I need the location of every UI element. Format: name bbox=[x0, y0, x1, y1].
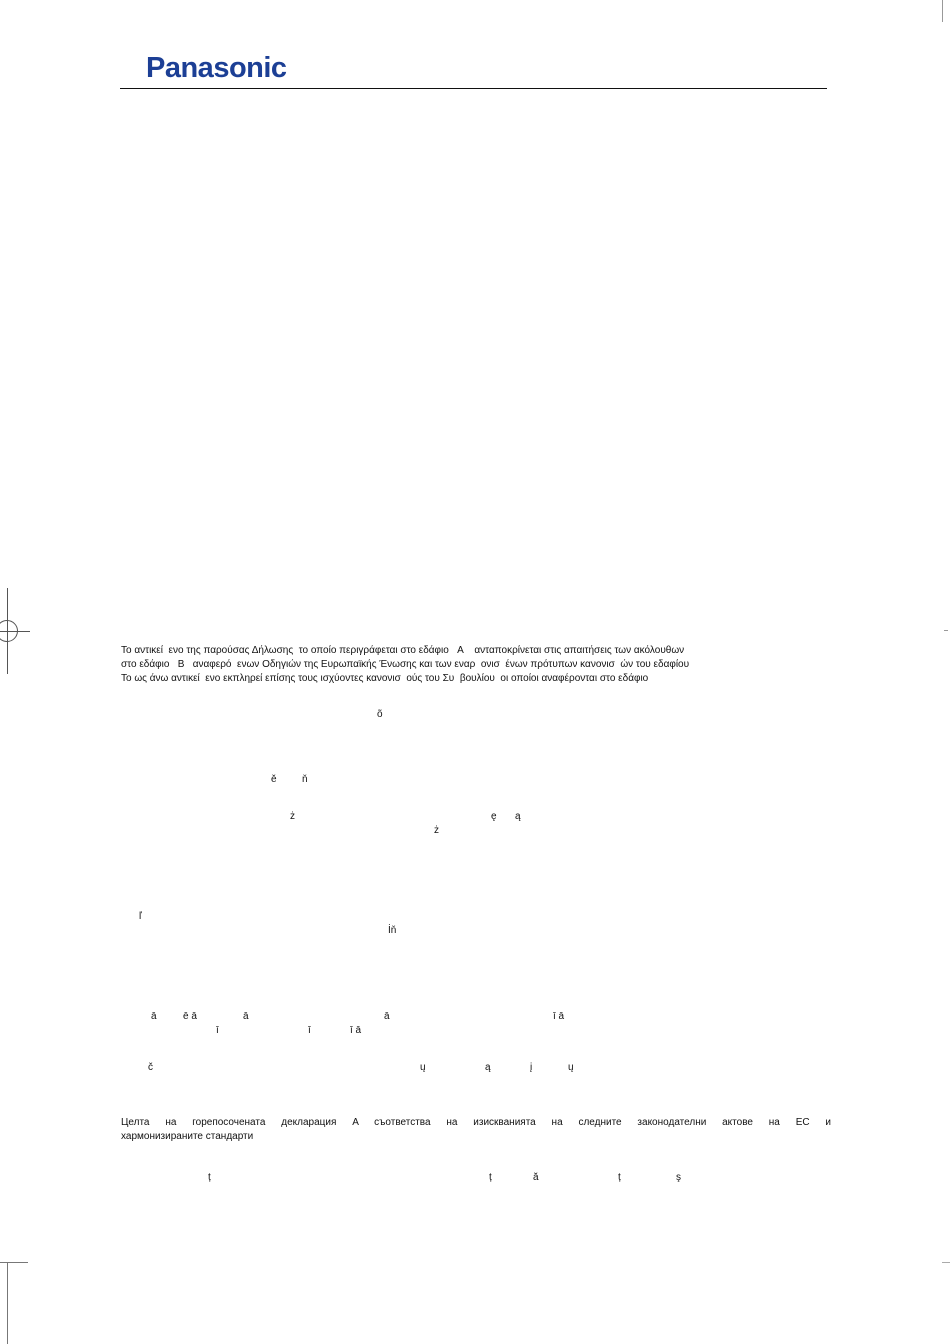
crop-mark-right-middle bbox=[944, 630, 948, 631]
text-fragment: ų bbox=[568, 1062, 574, 1073]
header-rule bbox=[120, 88, 827, 89]
text-fragment: ż bbox=[434, 825, 439, 836]
text-fragment: ā bbox=[151, 1011, 157, 1022]
text-fragment: ę bbox=[491, 811, 497, 822]
text-fragment: ă bbox=[533, 1172, 539, 1183]
crop-mark-bottom-right bbox=[942, 1262, 950, 1263]
text-fragment: ī ā bbox=[553, 1011, 565, 1022]
text-fragment: ā bbox=[384, 1011, 390, 1022]
text-fragment: ē ā bbox=[183, 1011, 197, 1022]
text-fragment: ľ bbox=[139, 911, 142, 922]
text-fragment: č bbox=[148, 1062, 153, 1073]
greek-line-2: στο εδάφιο B αναφερό ενων Οδηγιών της Ευρωπαϊκής Ένωσης και των εναρ ονισ ένων πρότυπων κανονισ ών του εδαφίου bbox=[121, 659, 690, 670]
text-fragment: õ bbox=[377, 709, 383, 720]
text-fragment: ş bbox=[676, 1172, 681, 1183]
text-fragment: ň bbox=[302, 774, 308, 785]
text-fragment: ą bbox=[515, 811, 521, 822]
text-fragment: ī bbox=[308, 1025, 311, 1036]
greek-line-1: Το αντικεί ενο της παρούσας Δήλωσης το οποίο περιγράφεται στο εδάφιο A ανταποκρίνεται στις απαιτήσεις των ακόλουθων bbox=[121, 645, 685, 656]
text-fragment: ț bbox=[208, 1172, 211, 1183]
text-fragment: ț bbox=[489, 1172, 492, 1183]
crop-mark-bottom-left-vertical bbox=[7, 1262, 8, 1344]
bulgarian-line-2: хармонизираните стандарти bbox=[121, 1131, 254, 1142]
text-fragment: ī bbox=[216, 1025, 219, 1036]
crop-mark-bottom-left-horizontal bbox=[0, 1262, 28, 1263]
text-fragment: ě bbox=[271, 774, 277, 785]
text-fragment: ț bbox=[618, 1172, 621, 1183]
text-fragment: İň bbox=[388, 925, 397, 936]
text-fragment: ų bbox=[420, 1062, 426, 1073]
text-fragment: ā bbox=[243, 1011, 249, 1022]
text-fragment: ż bbox=[290, 811, 295, 822]
crop-mark-top-right bbox=[942, 0, 943, 22]
registration-mark bbox=[0, 620, 18, 642]
text-fragment: ī ā bbox=[350, 1025, 362, 1036]
bulgarian-line-1: Целта на горепосочената декларация A съответства на изискванията на следните законодателни актове на ЕС и bbox=[121, 1117, 831, 1128]
text-fragment: ą bbox=[485, 1062, 491, 1073]
panasonic-logo: Panasonic bbox=[146, 52, 287, 84]
text-fragment: į bbox=[530, 1062, 533, 1073]
greek-line-3: Το ως άνω αντικεί ενο εκπληρεί επίσης τους ισχύοντες κανονισ ούς του Συ βουλίου οι οποίοι αναφέρονται στο εδάφιο bbox=[121, 673, 649, 684]
